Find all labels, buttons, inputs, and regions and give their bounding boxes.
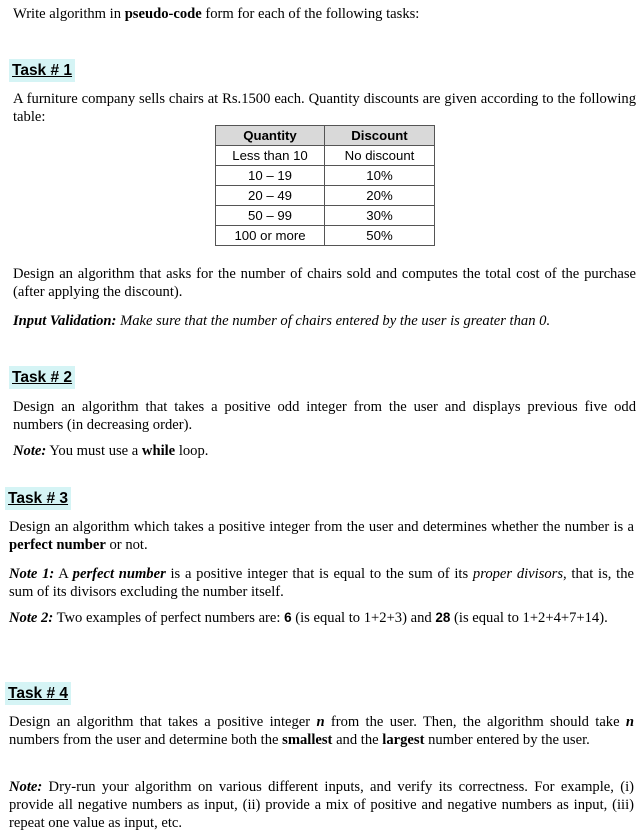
- task4-heading-label: Task # 4: [5, 682, 71, 705]
- table-cell: 50 – 99: [216, 206, 325, 226]
- task4-description: Design an algorithm that takes a positive integer n from the user. Then, the algorithm should take n numbers from the user and determine both the smallest and the largest number entered by the user.: [9, 714, 635, 748]
- task3-heading: [5, 487, 71, 510]
- table-row: [216, 166, 435, 186]
- task4-note-label: Note:: [9, 779, 43, 795]
- table-cell: 10 – 19: [216, 166, 325, 186]
- table-cell: 50%: [325, 226, 435, 246]
- table-cell: 100 or more: [216, 226, 325, 246]
- table-header-row: [216, 126, 435, 146]
- table-row: [216, 226, 435, 246]
- table-row: [216, 186, 435, 206]
- table-row: [216, 206, 435, 226]
- task1-validation: Input Validation: Make sure that the number of chairs entered by the user is greater than 0.: [13, 313, 551, 329]
- task2-heading-label: Task # 2: [9, 366, 75, 389]
- table-cell: 20 – 49: [216, 186, 325, 206]
- task4-heading: [5, 682, 71, 705]
- task2-heading: [9, 366, 75, 389]
- table-cell: 10%: [325, 166, 435, 186]
- task2-description: Design an algorithm that takes a positive odd integer from the user and displays previous five odd numbers (in decreasing order).: [13, 399, 636, 433]
- discount-table: [215, 125, 435, 246]
- note1-label: Note 1:: [9, 566, 55, 582]
- task3-note1: Note 1: A perfect number is a positive integer that is equal to the sum of its proper divisors, that is, the sum of its divisors excluding the number itself.: [9, 566, 634, 600]
- table-cell: No discount: [325, 146, 435, 166]
- intro-bold: pseudo-code: [124, 6, 202, 22]
- task3-heading-label: Task # 3: [5, 487, 71, 510]
- task2-note: Note: You must use a while loop.: [13, 443, 209, 459]
- table-cell: 30%: [325, 206, 435, 226]
- task3-description: Design an algorithm which takes a positive integer from the user and determines whether the number is a perfect number or not.: [9, 519, 634, 553]
- intro-line: Write algorithm in pseudo-code form for each of the following tasks:: [13, 6, 420, 22]
- task1-heading: [9, 59, 75, 82]
- table-cell: Less than 10: [216, 146, 325, 166]
- note-label: Note:: [13, 443, 47, 459]
- task1-design-paragraph: Design an algorithm that asks for the number of chairs sold and computes the total cost of the purchase (after applying the discount).: [13, 266, 636, 300]
- table-cell: 20%: [325, 186, 435, 206]
- task1-description: A furniture company sells chairs at Rs.1500 each. Quantity discounts are given according to the following table:: [13, 91, 636, 125]
- table-row: [216, 146, 435, 166]
- note2-label: Note 2:: [9, 610, 54, 626]
- table-header-quantity: Quantity: [216, 126, 325, 146]
- task1-heading-label: Task # 1: [9, 59, 75, 82]
- task4-note: Note: Dry-run your algorithm on various different inputs, and verify its correctness. For example, (i) provide all negative numbers as input, (ii) provide a mix of positive and negative numbers as input, (iii) repeat one value as input, etc.: [9, 779, 634, 831]
- table-header-discount: Discount: [325, 126, 435, 146]
- validation-label: Input Validation:: [13, 313, 117, 329]
- task3-note2: Note 2: Two examples of perfect numbers are: 6 (is equal to 1+2+3) and 28 (is equal to 1+2+4+7+14).: [9, 610, 608, 626]
